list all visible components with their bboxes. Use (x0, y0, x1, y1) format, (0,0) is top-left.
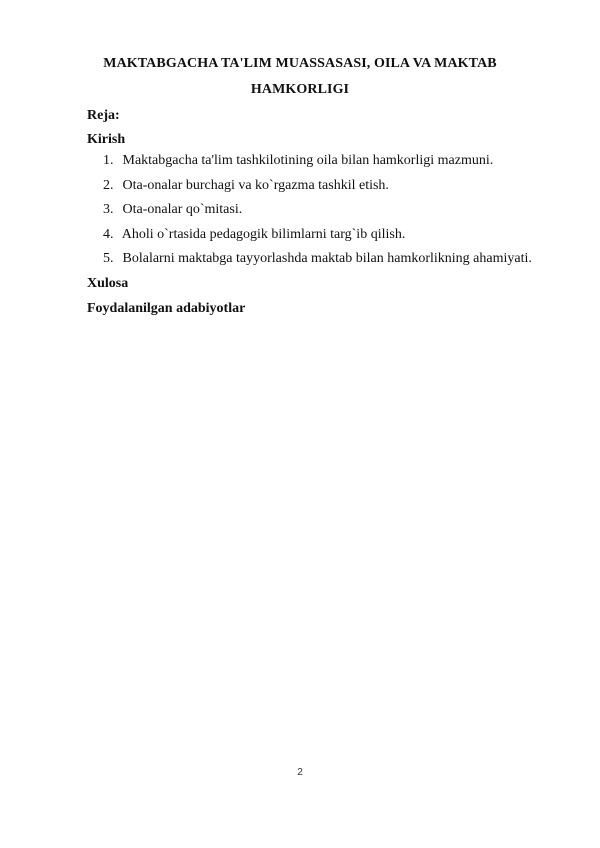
plan-item (103, 227, 532, 252)
plan-item-number: 3. (103, 202, 114, 217)
plan-item-number: 2. (103, 177, 114, 193)
plan-item-number: 5. (103, 251, 114, 266)
plan-item-number: 1. (103, 153, 114, 168)
document-title-line2: HAMKORLIGI (250, 82, 350, 97)
intro-heading: Kirish (87, 132, 126, 147)
plan-item-text: Aholi o`rtasida pedagogik bilimlarni targ`ib qilish. (121, 226, 406, 242)
plan-item-text: Ota-onalar qo`mitasi. (122, 202, 243, 217)
plan-item-text: Maktabgacha ta'lim tashkilotining oila bilan hamkorligi mazmuni. (122, 153, 494, 168)
references-heading: Foydalanilgan adabiyotlar (87, 301, 246, 316)
document-title-line1: MAKTABGACHA TA'LIM MUASSASASI, OILA VA MAKTAB (103, 56, 497, 71)
conclusion-heading: Xulosa (87, 276, 129, 291)
plan-list (103, 153, 532, 276)
page-number: 2 (297, 767, 303, 778)
plan-item (103, 178, 532, 203)
plan-item (103, 251, 532, 276)
plan-item-text: Bolalarni maktabga tayyorlashda maktab bilan hamkorlikning ahamiyati. (122, 251, 532, 266)
plan-item-text: Ota-onalar burchagi va ko`rgazma tashkil etish. (122, 177, 389, 193)
plan-item (103, 202, 532, 227)
plan-item-number: 4. (103, 226, 114, 242)
plan-item (103, 153, 532, 178)
plan-heading: Reja: (87, 108, 120, 123)
